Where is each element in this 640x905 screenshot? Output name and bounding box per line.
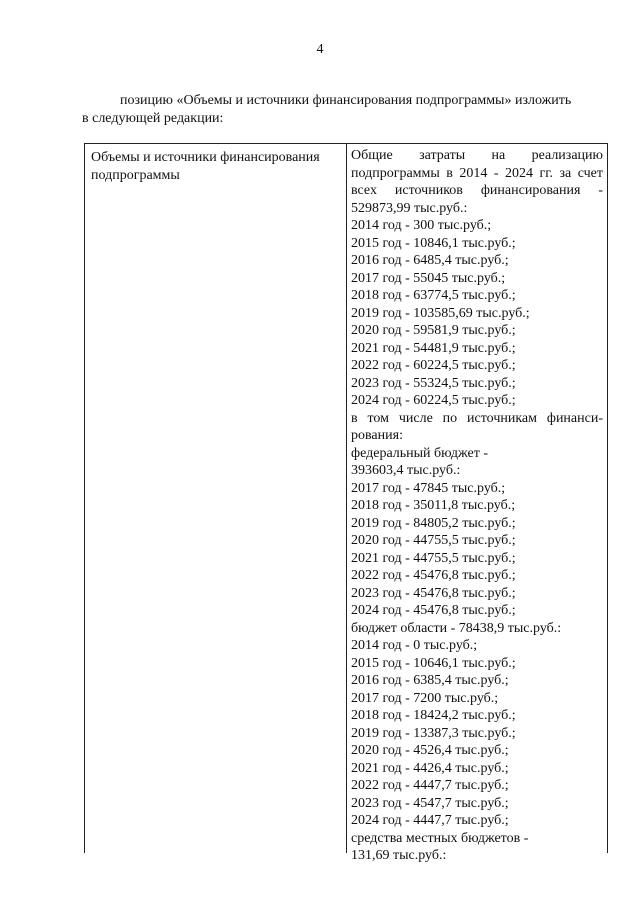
- intro-line-1: позицию «Объемы и источники финансирования подпрограммы» изложить: [120, 93, 572, 108]
- total-year-line: 2018 год - 63774,5 тыс.руб.;: [351, 288, 516, 303]
- total-header-line: 529873,99 тыс.руб.:: [351, 200, 468, 216]
- regional-year-line: 2019 год - 13387,3 тыс.руб.;: [351, 725, 516, 741]
- federal-by-year-list: [351, 480, 603, 620]
- federal-label-line-1: федеральный бюджет -: [351, 445, 489, 461]
- regional-year-line: 2024 год - 4447,7 тыс.руб.;: [351, 813, 509, 828]
- total-year-line: 2023 год - 55324,5 тыс.руб.;: [351, 375, 516, 391]
- total-header-line: Общие затраты на реализацию: [351, 148, 603, 163]
- intro-line-2: в следующей редакции:: [82, 111, 224, 126]
- federal-year-line: 2019 год - 84805,2 тыс.руб.;: [351, 515, 516, 531]
- regional-by-year-list: [351, 637, 603, 830]
- federal-year-line: 2024 год - 45476,8 тыс.руб.;: [351, 603, 516, 618]
- regional-year-line: 2021 год - 4426,4 тыс.руб.;: [351, 760, 509, 776]
- total-year-line: 2020 год - 59581,9 тыс.руб.;: [351, 323, 516, 338]
- total-header-line: всех источников финансирования -: [351, 183, 603, 198]
- regional-year-line: 2018 год - 18424,2 тыс.руб.;: [351, 708, 516, 723]
- table-left-cell: [85, 144, 347, 853]
- regional-year-line: 2016 год - 6385,4 тыс.руб.;: [351, 673, 509, 688]
- total-header: [351, 147, 603, 217]
- left-cell-line-2: подпрограммы: [91, 168, 180, 183]
- total-year-line: 2016 год - 6485,4 тыс.руб.;: [351, 253, 509, 268]
- federal-year-line: 2022 год - 45476,8 тыс.руб.;: [351, 568, 516, 583]
- total-header-line: подпрограммы в 2014 - 2024 гг. за счет: [351, 165, 603, 181]
- financing-table: [84, 143, 608, 863]
- federal-label-line-2: 393603,4 тыс.руб.:: [351, 463, 461, 478]
- federal-year-line: 2018 год - 35011,8 тыс.руб.;: [351, 498, 516, 513]
- federal-year-line: 2020 год - 44755,5 тыс.руб.;: [351, 533, 516, 548]
- federal-year-line: 2023 год - 45476,8 тыс.руб.;: [351, 585, 516, 601]
- total-year-line: 2015 год - 10846,1 тыс.руб.;: [351, 235, 516, 251]
- local-label-line-2: 131,69 тыс.руб.:: [351, 848, 447, 863]
- total-year-line: 2014 год - 300 тыс.руб.;: [351, 218, 492, 233]
- page-number: 4: [316, 42, 324, 57]
- regional-label: бюджет области - 78438,9 тыс.руб.:: [351, 620, 562, 636]
- table-right-cell: [348, 144, 607, 865]
- total-year-line: 2019 год - 103585,69 тыс.руб.;: [351, 305, 530, 321]
- total-year-line: 2017 год - 55045 тыс.руб.;: [351, 270, 506, 286]
- federal-year-line: 2017 год - 47845 тыс.руб.;: [351, 480, 506, 496]
- sources-intro-line-2: рования:: [351, 428, 403, 443]
- total-year-line: 2021 год - 54481,9 тыс.руб.;: [351, 340, 516, 356]
- total-by-year-list: [351, 217, 603, 410]
- regional-year-line: 2015 год - 10646,1 тыс.руб.;: [351, 655, 516, 671]
- regional-year-line: 2020 год - 4526,4 тыс.руб.;: [351, 743, 509, 758]
- regional-year-line: 2023 год - 4547,7 тыс.руб.;: [351, 795, 509, 811]
- total-year-line: 2022 год - 60224,5 тыс.руб.;: [351, 358, 516, 373]
- sources-intro-line-1: в том числе по источникам финанси-: [351, 410, 603, 426]
- regional-year-line: 2022 год - 4447,7 тыс.руб.;: [351, 778, 509, 793]
- intro-paragraph: [82, 92, 612, 128]
- regional-year-line: 2014 год - 0 тыс.руб.;: [351, 638, 478, 653]
- left-cell-line-1: Объемы и источники финансирования: [91, 150, 320, 165]
- local-label-line-1: средства местных бюджетов -: [351, 830, 529, 846]
- federal-year-line: 2021 год - 44755,5 тыс.руб.;: [351, 550, 516, 566]
- total-year-line: 2024 год - 60224,5 тыс.руб.;: [351, 393, 516, 408]
- regional-year-line: 2017 год - 7200 тыс.руб.;: [351, 690, 499, 706]
